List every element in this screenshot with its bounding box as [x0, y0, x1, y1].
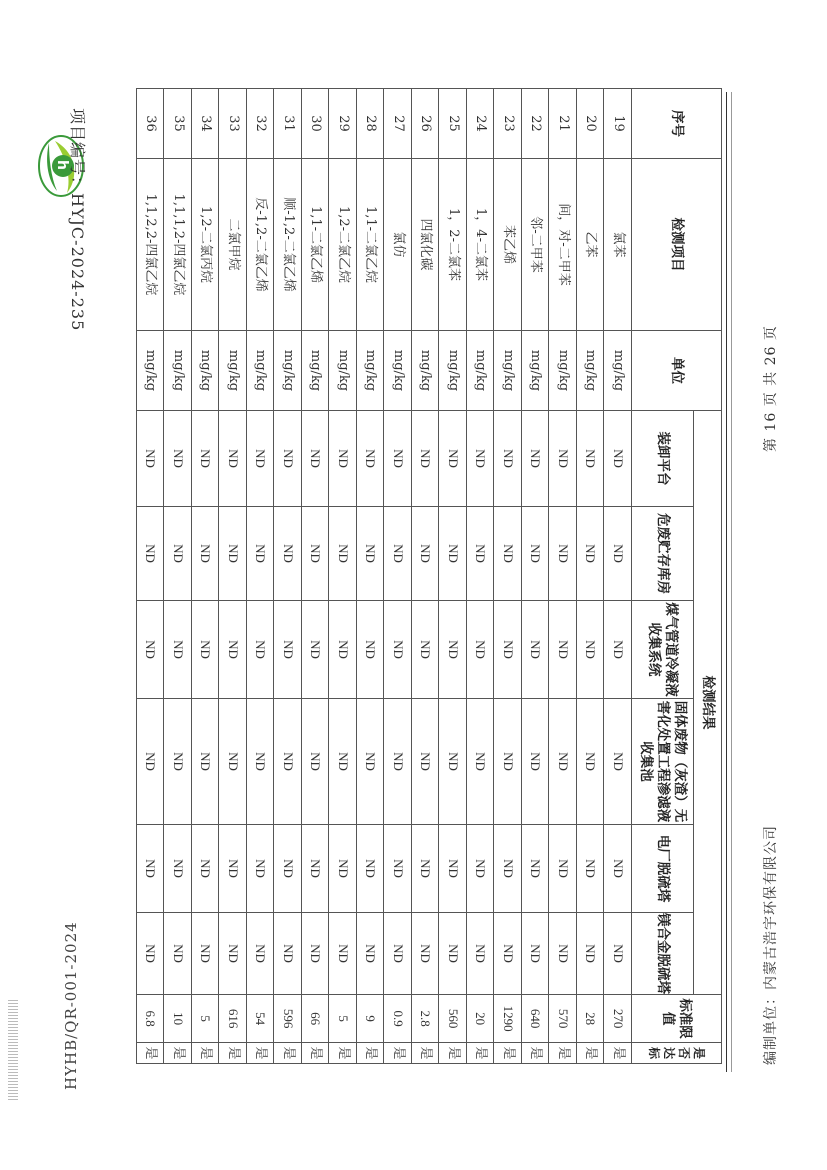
cell-item: 1，4-二氯苯 [467, 159, 495, 331]
cell-v1: ND [549, 411, 577, 507]
cell-v6: ND [494, 913, 522, 995]
cell-v3: ND [412, 601, 440, 699]
cell-seq: 23 [494, 89, 522, 159]
header-loc6: 镁合金脱硫塔 [632, 913, 694, 995]
table-row [439, 89, 467, 1064]
table-row [604, 89, 632, 1064]
cell-v2: ND [329, 507, 357, 601]
cell-unit: mg/kg [577, 331, 605, 411]
cell-unit: mg/kg [164, 331, 192, 411]
cell-v3: ND [137, 601, 165, 699]
cell-v4: ND [412, 699, 440, 825]
cell-pass: 是 [384, 1043, 412, 1064]
cell-v1: ND [247, 411, 275, 507]
cell-v6: ND [164, 913, 192, 995]
cell-v6: ND [604, 913, 632, 995]
cell-seq: 32 [247, 89, 275, 159]
cell-v4: ND [549, 699, 577, 825]
cell-unit: mg/kg [247, 331, 275, 411]
cell-v3: ND [522, 601, 550, 699]
cell-seq: 29 [329, 89, 357, 159]
cell-limit: 5 [192, 995, 220, 1043]
cell-v6: ND [137, 913, 165, 995]
cell-v3: ND [247, 601, 275, 699]
cell-v2: ND [494, 507, 522, 601]
cell-item: 氯仿 [384, 159, 412, 331]
cell-v2: ND [357, 507, 385, 601]
cell-v4: ND [219, 699, 247, 825]
results-table-wrap [136, 88, 722, 1063]
table-row [302, 89, 330, 1064]
header-loc1: 装卸平台 [632, 411, 694, 507]
cell-item: 1,1,1,2-四氯乙烷 [164, 159, 192, 331]
cell-v5: ND [164, 825, 192, 913]
cell-pass: 是 [164, 1043, 192, 1064]
cell-limit: 1290 [494, 995, 522, 1043]
cell-v5: ND [274, 825, 302, 913]
cell-v5: ND [192, 825, 220, 913]
cell-v5: ND [494, 825, 522, 913]
cell-v6: ND [192, 913, 220, 995]
table-row [412, 89, 440, 1064]
cell-v2: ND [302, 507, 330, 601]
cell-unit: mg/kg [522, 331, 550, 411]
cell-seq: 36 [137, 89, 165, 159]
table-row [494, 89, 522, 1064]
binding-marks [8, 1000, 18, 1100]
cell-pass: 是 [137, 1043, 165, 1064]
cell-limit: 560 [439, 995, 467, 1043]
cell-v6: ND [522, 913, 550, 995]
cell-pass: 是 [192, 1043, 220, 1064]
cell-limit: 28 [577, 995, 605, 1043]
cell-item: 氯苯 [604, 159, 632, 331]
document-code: HYHB/QR-001-2024 [62, 921, 80, 1090]
cell-unit: mg/kg [192, 331, 220, 411]
cell-v1: ND [164, 411, 192, 507]
cell-v5: ND [357, 825, 385, 913]
cell-v1: ND [219, 411, 247, 507]
cell-v1: ND [357, 411, 385, 507]
cell-v2: ND [467, 507, 495, 601]
cell-limit: 640 [522, 995, 550, 1043]
cell-v5: ND [247, 825, 275, 913]
project-number: 项目编号：HYJC-2024-235 [68, 108, 87, 332]
cell-v2: ND [604, 507, 632, 601]
cell-unit: mg/kg [329, 331, 357, 411]
cell-item: 1,1-二氯乙烯 [302, 159, 330, 331]
cell-limit: 570 [549, 995, 577, 1043]
cell-v6: ND [577, 913, 605, 995]
cell-v2: ND [219, 507, 247, 601]
cell-v3: ND [577, 601, 605, 699]
cell-limit: 5 [329, 995, 357, 1043]
cell-v5: ND [549, 825, 577, 913]
cell-v4: ND [137, 699, 165, 825]
cell-v2: ND [577, 507, 605, 601]
cell-v4: ND [247, 699, 275, 825]
table-row [522, 89, 550, 1064]
cell-v1: ND [604, 411, 632, 507]
cell-item: 1，2-二氯苯 [439, 159, 467, 331]
cell-v5: ND [219, 825, 247, 913]
cell-pass: 是 [522, 1043, 550, 1064]
cell-seq: 19 [604, 89, 632, 159]
cell-v4: ND [302, 699, 330, 825]
cell-unit: mg/kg [467, 331, 495, 411]
cell-seq: 28 [357, 89, 385, 159]
cell-v4: ND [604, 699, 632, 825]
cell-v5: ND [329, 825, 357, 913]
cell-seq: 27 [384, 89, 412, 159]
cell-unit: mg/kg [137, 331, 165, 411]
page-number: 第 16 页 共 26 页 [763, 325, 779, 452]
cell-item: 乙苯 [577, 159, 605, 331]
cell-v4: ND [357, 699, 385, 825]
cell-seq: 26 [412, 89, 440, 159]
cell-limit: 616 [219, 995, 247, 1043]
cell-v3: ND [467, 601, 495, 699]
cell-seq: 31 [274, 89, 302, 159]
header-results: 检测结果 [694, 411, 722, 995]
cell-pass: 是 [467, 1043, 495, 1064]
footer-divider-thin [731, 92, 732, 1072]
header-limit: 标准限值 [632, 995, 722, 1043]
cell-seq: 35 [164, 89, 192, 159]
cell-v3: ND [494, 601, 522, 699]
cell-v4: ND [384, 699, 412, 825]
cell-v6: ND [412, 913, 440, 995]
cell-v4: ND [439, 699, 467, 825]
cell-limit: 54 [247, 995, 275, 1043]
cell-pass: 是 [439, 1043, 467, 1064]
cell-v6: ND [302, 913, 330, 995]
cell-v1: ND [439, 411, 467, 507]
cell-v3: ND [439, 601, 467, 699]
cell-v1: ND [329, 411, 357, 507]
cell-v3: ND [274, 601, 302, 699]
cell-v5: ND [412, 825, 440, 913]
header-seq: 序号 [632, 89, 722, 159]
results-table-body [137, 89, 632, 1064]
table-row [219, 89, 247, 1064]
cell-v6: ND [329, 913, 357, 995]
cell-v3: ND [329, 601, 357, 699]
table-row [467, 89, 495, 1064]
cell-v1: ND [274, 411, 302, 507]
svg-text:h: h [54, 160, 70, 170]
cell-unit: mg/kg [412, 331, 440, 411]
cell-unit: mg/kg [219, 331, 247, 411]
cell-v5: ND [522, 825, 550, 913]
cell-v3: ND [219, 601, 247, 699]
cell-v4: ND [494, 699, 522, 825]
compiled-by: 编制单位：内蒙古浩宇环保有限公司 [763, 825, 779, 1065]
cell-v2: ND [384, 507, 412, 601]
cell-pass: 是 [357, 1043, 385, 1064]
cell-item: 苯乙烯 [494, 159, 522, 331]
cell-v2: ND [549, 507, 577, 601]
header-pass: 是否达标 [632, 1043, 722, 1064]
cell-pass: 是 [604, 1043, 632, 1064]
cell-pass: 是 [494, 1043, 522, 1064]
cell-item: 1,2-二氯乙烷 [329, 159, 357, 331]
cell-v5: ND [577, 825, 605, 913]
cell-v3: ND [357, 601, 385, 699]
cell-v2: ND [522, 507, 550, 601]
header-item: 检测项目 [632, 159, 722, 331]
cell-limit: 9 [357, 995, 385, 1043]
cell-unit: mg/kg [384, 331, 412, 411]
cell-v3: ND [164, 601, 192, 699]
cell-v3: ND [192, 601, 220, 699]
cell-v4: ND [192, 699, 220, 825]
results-table [136, 88, 722, 1064]
cell-seq: 30 [302, 89, 330, 159]
cell-v5: ND [302, 825, 330, 913]
cell-v2: ND [192, 507, 220, 601]
cell-limit: 596 [274, 995, 302, 1043]
cell-v1: ND [302, 411, 330, 507]
cell-v2: ND [274, 507, 302, 601]
cell-v4: ND [467, 699, 495, 825]
cell-v1: ND [137, 411, 165, 507]
cell-v1: ND [577, 411, 605, 507]
cell-limit: 66 [302, 995, 330, 1043]
cell-v1: ND [522, 411, 550, 507]
cell-unit: mg/kg [494, 331, 522, 411]
cell-v1: ND [467, 411, 495, 507]
cell-pass: 是 [247, 1043, 275, 1064]
header-loc3: 煤气管道冷凝液收集系统 [632, 601, 694, 699]
cell-v6: ND [357, 913, 385, 995]
footer-divider [726, 92, 727, 1072]
cell-seq: 20 [577, 89, 605, 159]
cell-item: 二氯甲烷 [219, 159, 247, 331]
cell-pass: 是 [412, 1043, 440, 1064]
cell-v2: ND [439, 507, 467, 601]
cell-v4: ND [329, 699, 357, 825]
cell-pass: 是 [219, 1043, 247, 1064]
cell-unit: mg/kg [604, 331, 632, 411]
table-row [247, 89, 275, 1064]
cell-v3: ND [549, 601, 577, 699]
cell-unit: mg/kg [357, 331, 385, 411]
cell-v1: ND [412, 411, 440, 507]
cell-item: 反-1,2-二氯乙烯 [247, 159, 275, 331]
cell-pass: 是 [549, 1043, 577, 1064]
table-row [357, 89, 385, 1064]
cell-unit: mg/kg [274, 331, 302, 411]
cell-v4: ND [577, 699, 605, 825]
cell-unit: mg/kg [302, 331, 330, 411]
cell-limit: 0.9 [384, 995, 412, 1043]
cell-seq: 24 [467, 89, 495, 159]
cell-v5: ND [439, 825, 467, 913]
cell-item: 四氯化碳 [412, 159, 440, 331]
table-row [549, 89, 577, 1064]
header-loc4: 固体废物（灰渣）无害化处置工程渗滤液收集池 [632, 699, 694, 825]
cell-seq: 25 [439, 89, 467, 159]
cell-v6: ND [247, 913, 275, 995]
cell-v5: ND [384, 825, 412, 913]
header-loc5: 电厂脱硫塔 [632, 825, 694, 913]
cell-v6: ND [274, 913, 302, 995]
cell-v6: ND [384, 913, 412, 995]
cell-v5: ND [467, 825, 495, 913]
table-row [274, 89, 302, 1064]
cell-pass: 是 [302, 1043, 330, 1064]
cell-v2: ND [247, 507, 275, 601]
cell-v4: ND [274, 699, 302, 825]
cell-v1: ND [384, 411, 412, 507]
cell-limit: 2.8 [412, 995, 440, 1043]
cell-seq: 21 [549, 89, 577, 159]
cell-v5: ND [604, 825, 632, 913]
cell-seq: 22 [522, 89, 550, 159]
table-row [384, 89, 412, 1064]
cell-v3: ND [302, 601, 330, 699]
cell-unit: mg/kg [439, 331, 467, 411]
cell-v6: ND [549, 913, 577, 995]
header-loc2: 危废贮存库房 [632, 507, 694, 601]
cell-v3: ND [384, 601, 412, 699]
cell-pass: 是 [329, 1043, 357, 1064]
cell-item: 1,1,2,2-四氯乙烷 [137, 159, 165, 331]
cell-v1: ND [192, 411, 220, 507]
cell-item: 1,2-二氯丙烷 [192, 159, 220, 331]
cell-v6: ND [467, 913, 495, 995]
cell-unit: mg/kg [549, 331, 577, 411]
cell-item: 邻-二甲苯 [522, 159, 550, 331]
cell-limit: 270 [604, 995, 632, 1043]
table-row [577, 89, 605, 1064]
cell-seq: 34 [192, 89, 220, 159]
cell-v6: ND [219, 913, 247, 995]
cell-v3: ND [604, 601, 632, 699]
cell-item: 间，对-二甲苯 [549, 159, 577, 331]
cell-v2: ND [137, 507, 165, 601]
cell-v5: ND [137, 825, 165, 913]
cell-item: 顺-1,2-二氯乙烯 [274, 159, 302, 331]
header-unit: 单位 [632, 331, 722, 411]
cell-seq: 33 [219, 89, 247, 159]
cell-item: 1,1-二氯乙烷 [357, 159, 385, 331]
cell-v2: ND [164, 507, 192, 601]
cell-v2: ND [412, 507, 440, 601]
table-row [192, 89, 220, 1064]
table-row [164, 89, 192, 1064]
cell-v6: ND [439, 913, 467, 995]
table-row [137, 89, 165, 1064]
cell-limit: 10 [164, 995, 192, 1043]
cell-pass: 是 [577, 1043, 605, 1064]
cell-pass: 是 [274, 1043, 302, 1064]
cell-limit: 6.8 [137, 995, 165, 1043]
cell-v4: ND [164, 699, 192, 825]
cell-v1: ND [494, 411, 522, 507]
cell-limit: 20 [467, 995, 495, 1043]
table-row [329, 89, 357, 1064]
cell-v4: ND [522, 699, 550, 825]
